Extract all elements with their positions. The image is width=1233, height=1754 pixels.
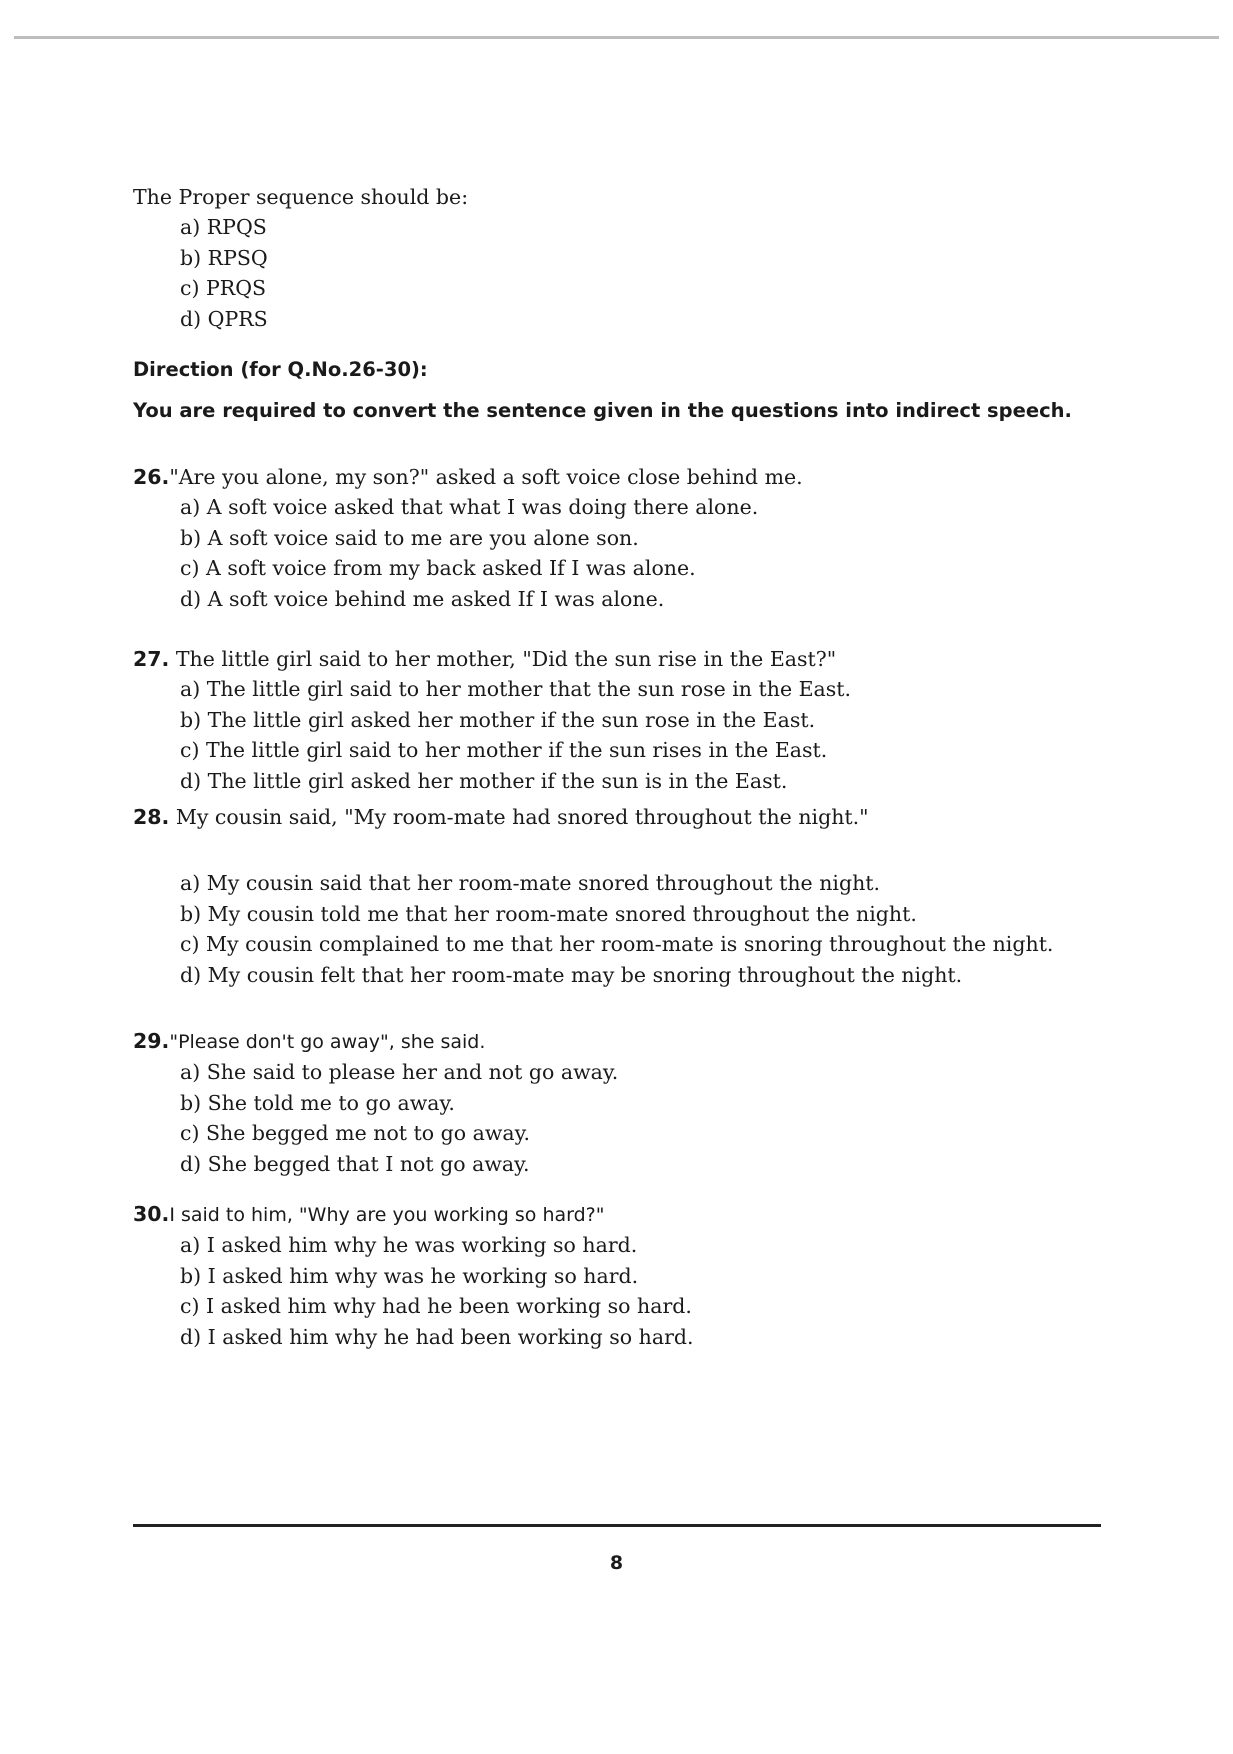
question-text: The little girl said to her mother, "Did the sun rise in the East?" <box>169 647 837 671</box>
answer-option: a) My cousin said that her room-mate snored throughout the night. <box>180 871 881 895</box>
answer-options <box>180 1230 1113 1352</box>
answer-option: d) My cousin felt that her room-mate may be snoring throughout the night. <box>180 962 963 987</box>
answer-option: c) She begged me not to go away. <box>180 1121 530 1145</box>
answer-option: b) I asked him why was he working so hard. <box>180 1263 639 1288</box>
answer-option: b) My cousin told me that her room-mate snored throughout the night. <box>180 901 917 926</box>
answer-options <box>180 868 1113 990</box>
sequence-option: d) QPRS <box>180 306 268 331</box>
answer-options <box>180 492 1113 614</box>
question-26 <box>133 462 1113 614</box>
answer-option: d) The little girl asked her mother if the sun is in the East. <box>180 768 788 793</box>
question-number: 26. <box>133 465 170 489</box>
direction-text: You are required to convert the sentence given in the questions into indirect speech. <box>133 399 1072 422</box>
answer-option: a) I asked him why he was working so hard. <box>180 1233 638 1257</box>
answer-option: a) She said to please her and not go away. <box>180 1060 619 1084</box>
question-text: "Are you alone, my son?" asked a soft voice close behind me. <box>169 465 803 489</box>
answer-options <box>180 674 1113 796</box>
footer-rule <box>133 1524 1101 1527</box>
page-content <box>133 182 1113 1352</box>
direction-heading: Direction (for Q.No.26-30): <box>133 358 428 381</box>
question-number: 28. <box>133 805 170 829</box>
answer-option: d) I asked him why he had been working so hard. <box>180 1324 694 1349</box>
answer-option: c) My cousin complained to me that her room-mate is snoring throughout the night. <box>180 932 1054 956</box>
sequence-options <box>180 212 1113 334</box>
answer-option: b) A soft voice said to me are you alone son. <box>180 525 639 550</box>
sequence-option: c) PRQS <box>180 276 267 300</box>
answer-option: d) A soft voice behind me asked If I was alone. <box>180 586 665 611</box>
sequence-option: a) RPQS <box>180 215 267 239</box>
sequence-prompt: The Proper sequence should be: <box>133 185 469 209</box>
answer-options <box>180 1057 1113 1179</box>
sequence-option: b) RPSQ <box>180 245 268 270</box>
question-number: 30. <box>133 1202 170 1226</box>
answer-option: c) A soft voice from my back asked If I was alone. <box>180 556 696 580</box>
question-number: 29. <box>133 1029 170 1053</box>
answer-option: a) The little girl said to her mother that the sun rose in the East. <box>180 677 852 701</box>
question-27 <box>133 644 1113 796</box>
question-text: "Please don't go away", she said. <box>169 1031 486 1053</box>
question-30 <box>133 1199 1113 1352</box>
question-text: I said to him, "Why are you working so hard?" <box>169 1204 605 1226</box>
question-28 <box>133 802 1113 990</box>
answer-option: a) A soft voice asked that what I was doing there alone. <box>180 495 759 519</box>
answer-option: c) The little girl said to her mother if the sun rises in the East. <box>180 738 828 762</box>
top-rule <box>14 36 1219 39</box>
answer-option: b) The little girl asked her mother if the sun rose in the East. <box>180 707 816 732</box>
question-text: My cousin said, "My room-mate had snored throughout the night." <box>169 805 869 829</box>
answer-option: c) I asked him why had he been working so hard. <box>180 1294 692 1318</box>
question-29 <box>133 1026 1113 1179</box>
answer-option: d) She begged that I not go away. <box>180 1151 530 1176</box>
answer-option: b) She told me to go away. <box>180 1090 455 1115</box>
page-number: 8 <box>609 1552 624 1574</box>
question-number: 27. <box>133 647 170 671</box>
